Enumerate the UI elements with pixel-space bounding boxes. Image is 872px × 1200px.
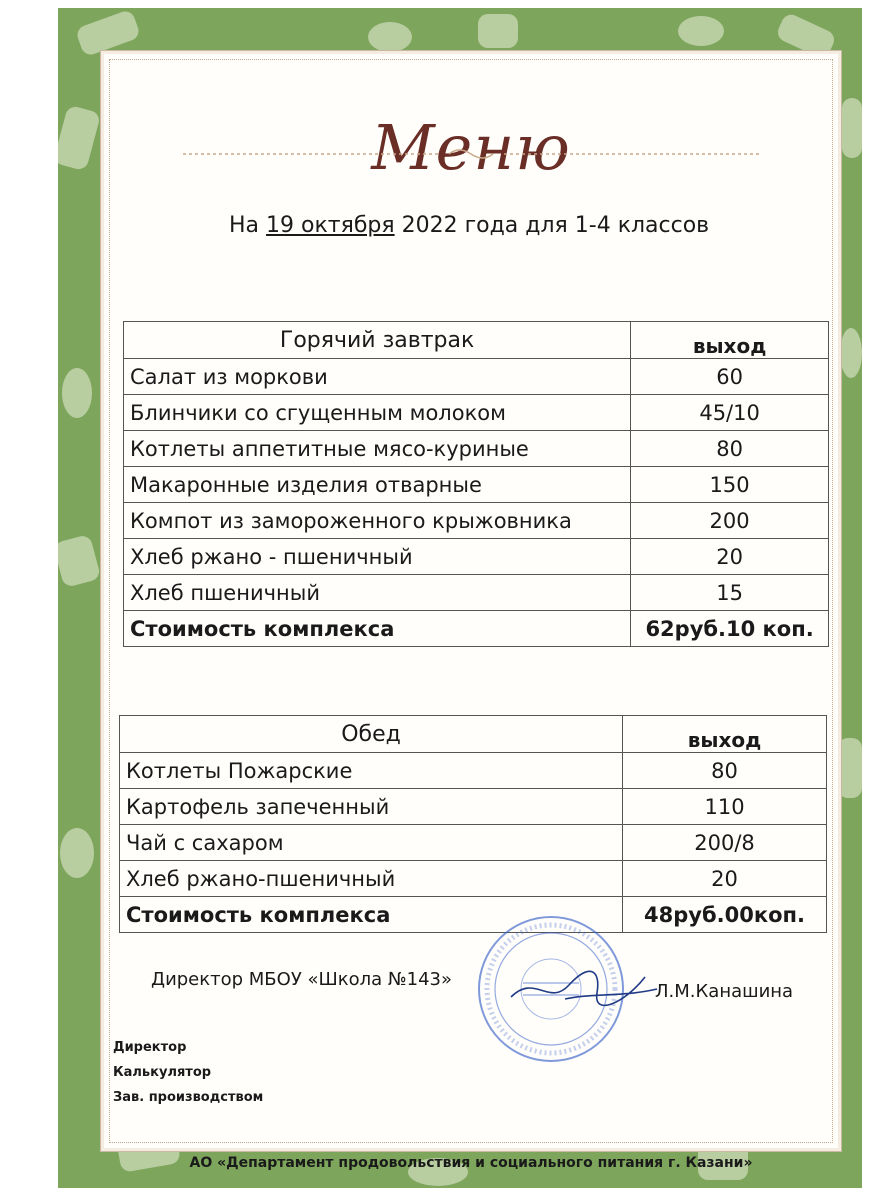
decor-food-icon <box>678 16 724 46</box>
breakfast-heading: Горячий завтрак <box>124 322 631 359</box>
menu-date: 19 октября <box>266 213 395 238</box>
table-row <box>120 789 827 825</box>
table-header-row <box>120 716 827 753</box>
dish-name: Хлеб пшеничный <box>124 575 631 611</box>
dish-output: 80 <box>623 753 827 789</box>
dish-name: Блинчики со сгущенным молоком <box>124 395 631 431</box>
total-label: Стоимость комплекса <box>124 611 631 647</box>
table-header-row <box>124 322 829 359</box>
lunch-table <box>119 715 827 933</box>
total-price: 62руб.10 коп. <box>631 611 829 647</box>
role-director: Директор <box>113 1040 187 1055</box>
table-row <box>120 753 827 789</box>
roles-list <box>113 1035 263 1110</box>
date-suffix: 2022 года для 1-4 классов <box>394 213 710 238</box>
table-row <box>120 825 827 861</box>
menu-date-line <box>229 213 709 238</box>
dish-output: 110 <box>623 789 827 825</box>
menu-paper <box>100 50 842 1171</box>
decor-food-icon <box>368 22 412 52</box>
lunch-heading: Обед <box>120 716 623 753</box>
output-column-header: выход <box>623 716 827 753</box>
dish-name: Чай с сахаром <box>120 825 623 861</box>
decor-food-icon <box>478 14 518 48</box>
table-row <box>124 539 829 575</box>
dish-output: 15 <box>631 575 829 611</box>
decor-food-icon <box>60 828 94 878</box>
table-row <box>120 861 827 897</box>
dish-name: Макаронные изделия отварные <box>124 467 631 503</box>
dish-output: 20 <box>631 539 829 575</box>
dish-name: Хлеб ржано - пшеничный <box>124 539 631 575</box>
director-signature-icon <box>505 963 665 1013</box>
table-row <box>124 467 829 503</box>
dish-output: 200 <box>631 503 829 539</box>
page-title: Меню <box>371 111 571 184</box>
dish-output: 200/8 <box>623 825 827 861</box>
total-row <box>124 611 829 647</box>
breakfast-table <box>123 321 829 647</box>
dish-output: 45/10 <box>631 395 829 431</box>
organization-footer: АО «Департамент продовольствия и социального питания г. Казани» <box>189 1155 753 1171</box>
decor-food-icon <box>62 368 92 418</box>
dish-output: 20 <box>623 861 827 897</box>
table-row <box>124 503 829 539</box>
dish-name: Котлеты Пожарские <box>120 753 623 789</box>
director-name: Л.М.Канашина <box>655 981 794 1002</box>
dish-output: 80 <box>631 431 829 467</box>
dish-name: Салат из моркови <box>124 359 631 395</box>
role-production-head: Зав. производством <box>113 1090 264 1105</box>
dish-name: Котлеты аппетитные мясо-куриные <box>124 431 631 467</box>
ornament-divider <box>183 149 759 159</box>
dish-output: 150 <box>631 467 829 503</box>
dish-name: Картофель запеченный <box>120 789 623 825</box>
dish-name: Компот из замороженного крыжовника <box>124 503 631 539</box>
total-price: 48руб.00коп. <box>623 897 827 933</box>
output-column-header: выход <box>631 322 829 359</box>
table-row <box>124 359 829 395</box>
decor-food-icon <box>58 534 101 588</box>
dish-output: 60 <box>631 359 829 395</box>
table-row <box>124 395 829 431</box>
director-title: Директор МБОУ «Школа №143» <box>151 969 453 990</box>
decor-food-icon <box>58 105 101 172</box>
table-row <box>124 431 829 467</box>
decor-food-icon <box>842 98 862 158</box>
date-prefix: На <box>229 213 267 238</box>
decor-food-icon <box>840 328 862 378</box>
table-row <box>124 575 829 611</box>
total-label: Стоимость комплекса <box>120 897 623 933</box>
role-calculator: Калькулятор <box>113 1065 212 1080</box>
dish-name: Хлеб ржано-пшеничный <box>120 861 623 897</box>
total-row <box>120 897 827 933</box>
